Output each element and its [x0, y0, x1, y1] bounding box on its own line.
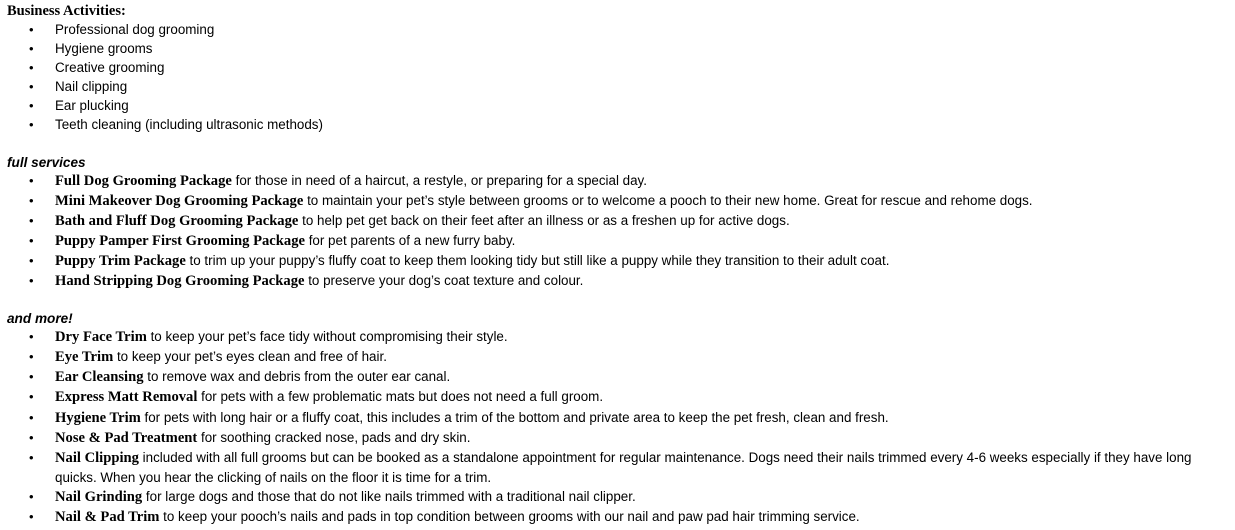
list-item-text: Nail clipping — [55, 79, 128, 95]
list-item — [7, 428, 1235, 448]
bullet-icon: • — [29, 212, 34, 228]
list-item — [7, 58, 1235, 77]
list-item — [7, 347, 1235, 367]
bullet-icon: • — [29, 508, 34, 524]
bullet-icon: • — [29, 192, 34, 208]
service-description: to preserve your dog’s coat texture and colour. — [304, 273, 584, 289]
list-item — [7, 171, 1235, 191]
service-name: Puppy Trim Package — [55, 252, 186, 269]
full-services-list — [7, 171, 1235, 292]
service-name: Eye Trim — [55, 349, 114, 366]
spacer — [7, 291, 1235, 310]
bullet-icon: • — [29, 273, 34, 289]
bullet-icon: • — [29, 60, 34, 76]
service-name: Nail & Pad Trim — [55, 508, 160, 525]
bullet-icon: • — [29, 409, 34, 425]
bullet-icon: • — [29, 79, 34, 95]
service-description: to keep your pet’s eyes clean and free of hair. — [113, 349, 387, 365]
service-name: Ear Cleansing — [55, 369, 144, 386]
bullet-icon: • — [29, 429, 34, 445]
full-services-heading: full services — [7, 154, 86, 170]
service-name: Hand Stripping Dog Grooming Package — [55, 273, 305, 290]
service-name: Nail Clipping — [55, 449, 139, 466]
service-name: Hygiene Trim — [55, 409, 141, 426]
list-item — [7, 367, 1235, 387]
service-description: for pets with long hair or a fluffy coat, this includes a trim of the bottom and private area to keep the pet fresh, clean and fresh. — [140, 409, 889, 425]
service-description: to maintain your pet’s style between grooms or to welcome a pooch to their new home. Great for rescue and rehome dogs. — [303, 192, 1033, 208]
list-item — [7, 39, 1235, 58]
service-name: Dry Face Trim — [55, 329, 147, 346]
full-services-section — [7, 154, 1235, 292]
service-name: Puppy Pamper First Grooming Package — [55, 232, 305, 249]
service-description: to remove wax and debris from the outer ear canal. — [143, 369, 451, 385]
bullet-icon: • — [29, 389, 34, 405]
service-name: Express Matt Removal — [55, 389, 198, 406]
bullet-icon: • — [29, 117, 34, 133]
list-item-text: Creative grooming — [55, 60, 165, 76]
list-item-text: Professional dog grooming — [55, 22, 215, 37]
list-item — [7, 408, 1235, 428]
business-activities-heading: Business Activities: — [7, 3, 126, 19]
service-description: to help pet get back on their feet after an illness or as a freshen up for active dogs. — [298, 212, 790, 228]
business-activities-section — [7, 3, 1235, 135]
list-item-text: Hygiene grooms — [55, 41, 153, 57]
bullet-icon: • — [29, 172, 34, 188]
more-services-heading: and more! — [7, 311, 73, 327]
list-item — [7, 327, 1235, 347]
service-name: Bath and Fluff Dog Grooming Package — [55, 212, 299, 229]
bullet-icon: • — [29, 488, 34, 504]
service-description: to keep your pet’s face tidy without compromising their style. — [146, 329, 508, 345]
list-item — [7, 507, 1235, 527]
list-item — [7, 211, 1235, 231]
bullet-icon: • — [29, 349, 34, 365]
service-description: included with all full grooms but can be booked as a standalone appointment for regular maintenance. Dogs need their nails trimmed every 4-6 weeks especially if they have long quicks. When you hear the clicking of nails on the floor it is time for a trim. — [55, 449, 1192, 485]
bullet-icon: • — [29, 98, 34, 114]
service-description: for pets with a few problematic mats but does not need a full groom. — [197, 389, 604, 405]
list-item — [7, 487, 1235, 507]
service-name: Full Dog Grooming Package — [55, 172, 232, 189]
service-description: to trim up your puppy’s fluffy coat to keep them looking tidy but still like a puppy while they transition to their adult coat. — [185, 252, 890, 268]
spacer — [7, 135, 1235, 154]
service-name: Mini Makeover Dog Grooming Package — [55, 192, 304, 209]
bullet-icon: • — [29, 22, 34, 37]
service-description: to keep your pooch’s nails and pads in top condition between grooms with our nail and paw pad hair trimming service. — [159, 508, 860, 524]
service-description: for large dogs and those that do not like nails trimmed with a traditional nail clipper. — [142, 488, 636, 504]
service-name: Nail Grinding — [55, 488, 143, 505]
list-item-text: Ear plucking — [55, 98, 129, 114]
business-activities-list — [7, 20, 1235, 135]
service-description: for pet parents of a new furry baby. — [304, 232, 516, 248]
bullet-icon: • — [29, 252, 34, 268]
bullet-icon: • — [29, 449, 34, 465]
list-item — [7, 448, 1235, 487]
list-item — [7, 77, 1235, 96]
more-services-section — [7, 310, 1235, 527]
service-description: for soothing cracked nose, pads and dry skin. — [197, 429, 471, 445]
list-item — [7, 20, 1235, 39]
bullet-icon: • — [29, 232, 34, 248]
list-item — [7, 96, 1235, 115]
list-item-text: Teeth cleaning (including ultrasonic methods) — [55, 117, 323, 133]
list-item — [7, 191, 1235, 211]
bullet-icon: • — [29, 41, 34, 57]
list-item — [7, 387, 1235, 407]
list-item — [7, 251, 1235, 271]
list-item — [7, 231, 1235, 251]
more-services-list — [7, 327, 1235, 527]
service-description: for those in need of a haircut, a restyle, or preparing for a special day. — [231, 172, 647, 188]
service-name: Nose & Pad Treatment — [55, 429, 198, 446]
list-item — [7, 271, 1235, 291]
list-item — [7, 115, 1235, 134]
bullet-icon: • — [29, 369, 34, 385]
bullet-icon: • — [29, 329, 34, 345]
